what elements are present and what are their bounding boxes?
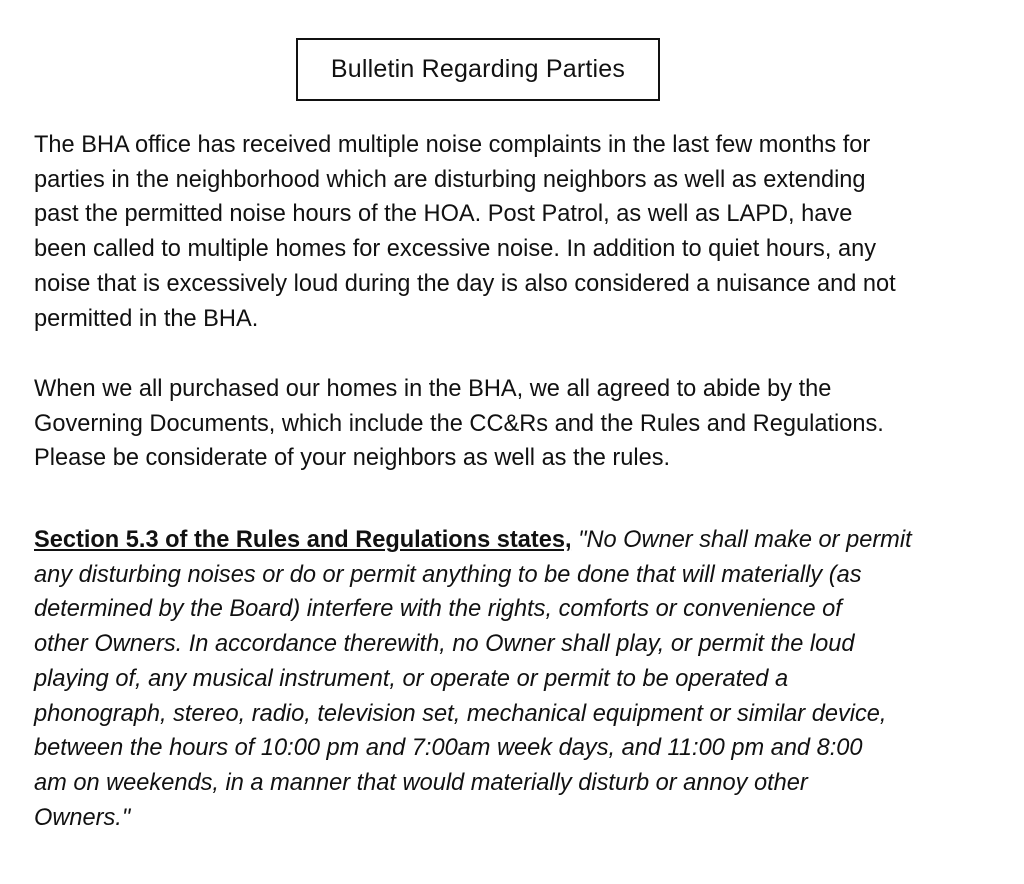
paragraph-line: permitted in the BHA. <box>34 305 259 332</box>
quote-line: phonograph, stereo, radio, television set, mechanical equipment or similar device, <box>34 700 887 727</box>
paragraph-line: been called to multiple homes for excessive noise. In addition to quiet hours, any <box>34 236 877 263</box>
quote-line: between the hours of 10:00 pm and 7:00am week days, and 11:00 pm and 8:00 <box>34 735 863 762</box>
paragraph-line: past the permitted noise hours of the HOA. Post Patrol, as well as LAPD, have <box>34 201 853 228</box>
paragraph-line: parties in the neighborhood which are disturbing neighbors as well as extending <box>34 166 866 193</box>
quote-line: Owners." <box>34 804 131 831</box>
quote-line: other Owners. In accordance therewith, no Owner shall play, or permit the loud <box>34 631 855 658</box>
paragraph-line <box>34 523 1004 558</box>
quote-line: playing of, any musical instrument, or operate or permit to be operated a <box>34 665 789 692</box>
paragraph-line: When we all purchased our homes in the BHA, we all agreed to abide by the <box>34 376 832 402</box>
paragraph-line: Please be considerate of your neighbors as well as the rules. <box>34 445 671 472</box>
section-quote-paragraph <box>34 523 1004 835</box>
bulletin-title-box <box>296 38 660 101</box>
quote-text: "No Owner shall make or permit <box>571 527 912 553</box>
paragraph-line: The BHA office has received multiple noise complaints in the last few months for <box>34 132 871 158</box>
bulletin-title: Bulletin Regarding Parties <box>330 55 626 83</box>
complaints-paragraph <box>34 128 1004 336</box>
governing-documents-paragraph <box>34 372 1004 476</box>
quote-line: am on weekends, in a manner that would materially disturb or annoy other <box>34 769 808 796</box>
paragraph-line: noise that is excessively loud during the day is also considered a nuisance and not <box>34 270 896 297</box>
quote-line: determined by the Board) interfere with the rights, comforts or convenience of <box>34 596 842 623</box>
section-heading: Section 5.3 of the Rules and Regulations states, <box>34 527 572 553</box>
quote-line: any disturbing noises or do or permit anything to be done that will materially (as <box>34 561 862 588</box>
paragraph-line: Governing Documents, which include the CC&Rs and the Rules and Regulations. <box>34 410 884 437</box>
